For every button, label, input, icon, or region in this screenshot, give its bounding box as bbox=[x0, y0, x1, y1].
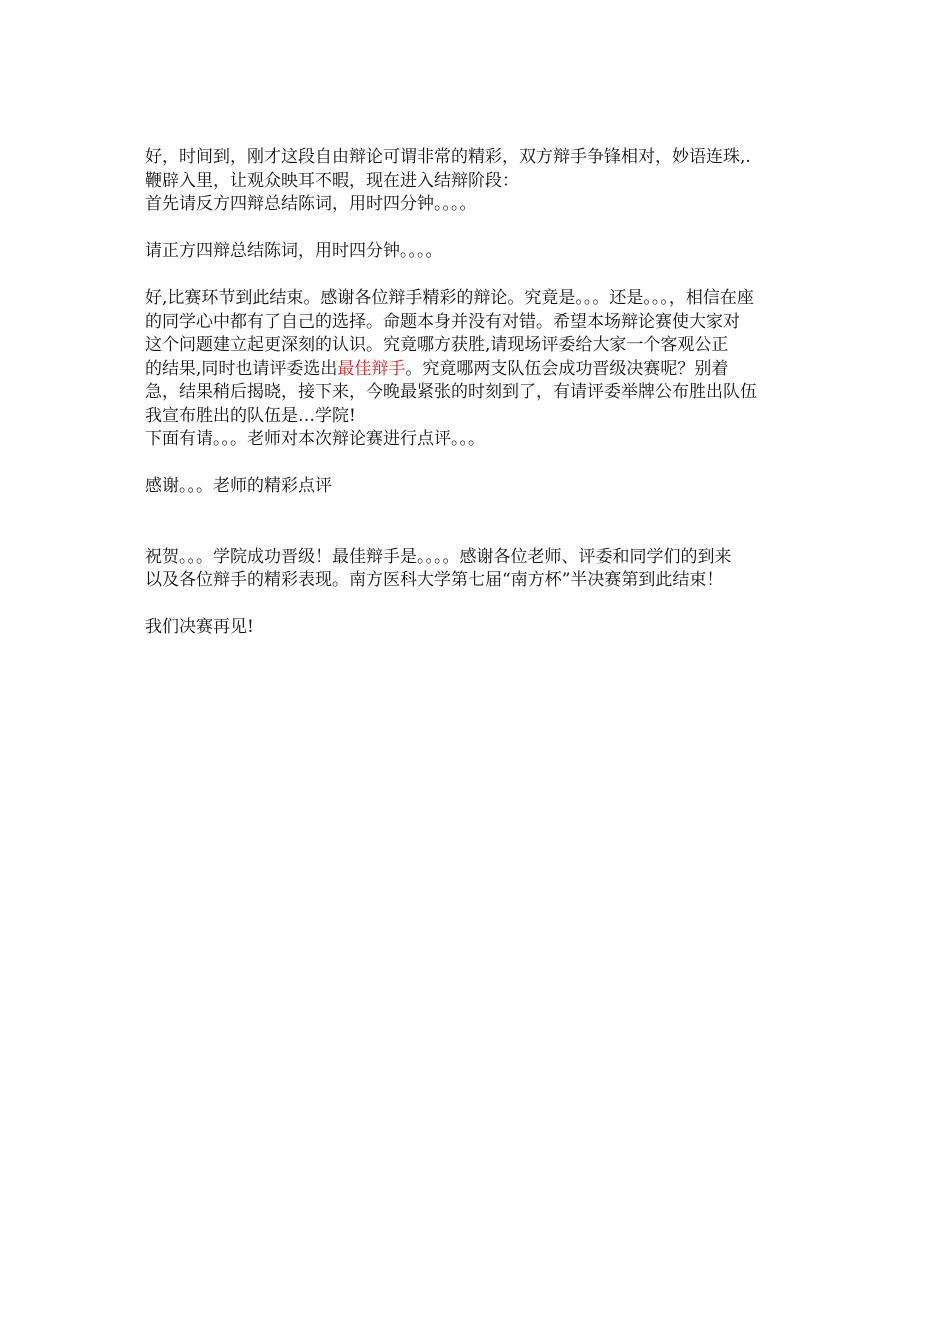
text-line: 请正方四辩总结陈词，用时四分钟。。。。 bbox=[145, 241, 443, 261]
text-line: 好，时间到，刚才这段自由辩论可谓非常的精彩，双方辩手争锋相对，妙语连珠,. bbox=[145, 147, 751, 167]
document-body bbox=[145, 146, 815, 640]
paragraph-spacer bbox=[145, 264, 815, 288]
paragraph-spacer bbox=[145, 499, 815, 546]
paragraph-closing bbox=[145, 287, 815, 452]
text-line bbox=[145, 358, 815, 382]
text-line: 的同学心中都有了自己的选择。命题本身并没有对错。希望本场辩论赛使大家对 bbox=[145, 311, 740, 332]
text-line: 感谢。。。老师的精彩点评 bbox=[145, 476, 332, 496]
paragraph-thanks bbox=[145, 475, 815, 499]
text-line: 我宣布胜出的队伍是…学院! bbox=[145, 405, 356, 426]
paragraph-spacer bbox=[145, 452, 815, 476]
paragraph-affirmative-summary bbox=[145, 240, 815, 264]
text-line: 祝贺。。。学院成功晋级！最佳辩手是。。。。感谢各位老师、评委和同学们的到来 bbox=[145, 546, 732, 567]
highlighted-best-debater: 最佳辩手 bbox=[337, 358, 406, 379]
paragraph-opening bbox=[145, 146, 815, 217]
text-line: 以及各位辩手的精彩表现。南方医科大学第七届“南方杯”半决赛第到此结束！ bbox=[145, 570, 724, 590]
paragraph-farewell bbox=[145, 616, 815, 640]
text-line: 好,比赛环节到此结束。感谢各位辩手精彩的辩论。究竟是。。。还是。。。，相信在座 bbox=[145, 288, 754, 308]
text-line: 鞭辟入里，让观众映耳不暇，现在进入结辩阶段： bbox=[145, 170, 519, 191]
text-line: 我们决赛再见! bbox=[145, 617, 254, 637]
text-segment: 。究竟哪两支队伍会成功晋级决赛呢？别着 bbox=[405, 358, 729, 379]
text-line: 下面有请。。。老师对本次辩论赛进行点评。。。 bbox=[145, 429, 485, 449]
paragraph-congratulations bbox=[145, 546, 815, 593]
paragraph-spacer bbox=[145, 217, 815, 241]
text-line: 这个问题建立起更深刻的认识。究竟哪方获胜,请现场评委给大家一个客观公正 bbox=[145, 335, 729, 355]
text-line: 首先请反方四辩总结陈词，用时四分钟。。。。 bbox=[145, 194, 477, 214]
paragraph-spacer bbox=[145, 593, 815, 617]
text-line: 急，结果稍后揭晓，接下来，今晚最紧张的时刻到了，有请评委举牌公布胜出队伍 bbox=[145, 382, 757, 402]
text-segment: 的结果,同时也请评委选出 bbox=[145, 358, 338, 379]
